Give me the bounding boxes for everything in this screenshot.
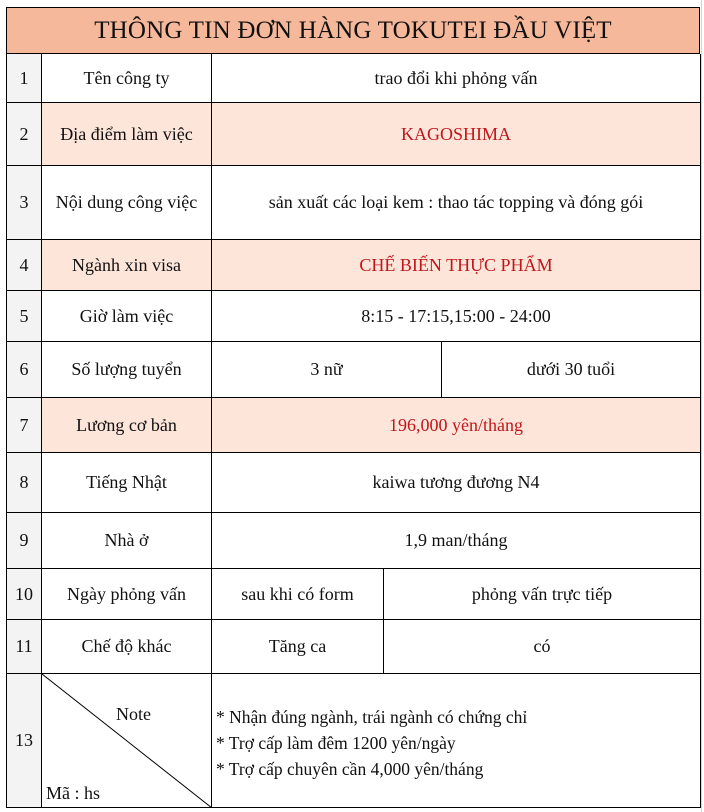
row-number[interactable]: 3 — [7, 166, 42, 240]
row-number[interactable]: 13 — [7, 674, 42, 808]
row-value-secondary[interactable]: có — [384, 620, 701, 674]
row-label[interactable]: Lương cơ bản — [42, 398, 212, 453]
row-value[interactable]: sau khi có form — [212, 569, 384, 620]
row-label[interactable]: Tiếng Nhật — [42, 453, 212, 513]
row-value[interactable]: sản xuất các loại kem : thao tác topping và đóng gói — [212, 166, 701, 240]
row-label[interactable]: Nội dung công việc — [42, 166, 212, 240]
row-value[interactable]: Tăng ca — [212, 620, 384, 674]
note-label: Note — [116, 704, 151, 724]
row-number[interactable]: 10 — [7, 569, 42, 620]
row-number[interactable]: 6 — [7, 342, 42, 398]
row-number[interactable]: 8 — [7, 453, 42, 513]
note-item: * Nhận đúng ngành, trái ngành có chứng chỉ — [216, 707, 528, 727]
row-label[interactable]: Giờ làm việc — [42, 291, 212, 342]
row-label[interactable]: Tên công ty — [42, 54, 212, 103]
note-item: * Trợ cấp làm đêm 1200 yên/ngày — [216, 733, 456, 753]
row-number[interactable]: 9 — [7, 513, 42, 569]
row-value[interactable]: 196,000 yên/tháng — [212, 398, 701, 453]
row-number[interactable]: 2 — [7, 103, 42, 166]
row-label[interactable]: Chế độ khác — [42, 620, 212, 674]
note-item: * Trợ cấp chuyên cần 4,000 yên/tháng — [216, 759, 484, 779]
row-value[interactable]: 1,9 man/tháng — [212, 513, 701, 569]
row-value[interactable]: trao đổi khi phỏng vấn — [212, 54, 701, 103]
code-label: Mã : hs — [46, 783, 100, 803]
sheet-title[interactable]: THÔNG TIN ĐƠN HÀNG TOKUTEI ĐẦU VIỆT — [6, 7, 700, 54]
row-value[interactable]: kaiwa tương đương N4 — [212, 453, 701, 513]
row-label[interactable]: Địa điểm làm việc — [42, 103, 212, 166]
row-label[interactable]: Số lượng tuyển — [42, 342, 212, 398]
notes-list — [216, 704, 527, 782]
row-number[interactable]: 7 — [7, 398, 42, 453]
row-label[interactable]: Ngành xin visa — [42, 240, 212, 291]
grid-line — [701, 0, 702, 812]
row-value-secondary[interactable]: phỏng vấn trực tiếp — [384, 569, 701, 620]
row-value-secondary[interactable]: dưới 30 tuổi — [442, 342, 701, 398]
row-value[interactable]: 3 nữ — [212, 342, 442, 398]
row-value[interactable]: CHẾ BIẾN THỰC PHẨM — [212, 240, 701, 291]
row-number[interactable]: 5 — [7, 291, 42, 342]
row-number[interactable]: 11 — [7, 620, 42, 674]
row-label[interactable]: Nhà ở — [42, 513, 212, 569]
row-value[interactable]: 8:15 - 17:15,15:00 - 24:00 — [212, 291, 701, 342]
row-value[interactable]: KAGOSHIMA — [212, 103, 701, 166]
row-label[interactable]: Ngày phỏng vấn — [42, 569, 212, 620]
row-number[interactable]: 4 — [7, 240, 42, 291]
row-number[interactable]: 1 — [7, 54, 42, 103]
